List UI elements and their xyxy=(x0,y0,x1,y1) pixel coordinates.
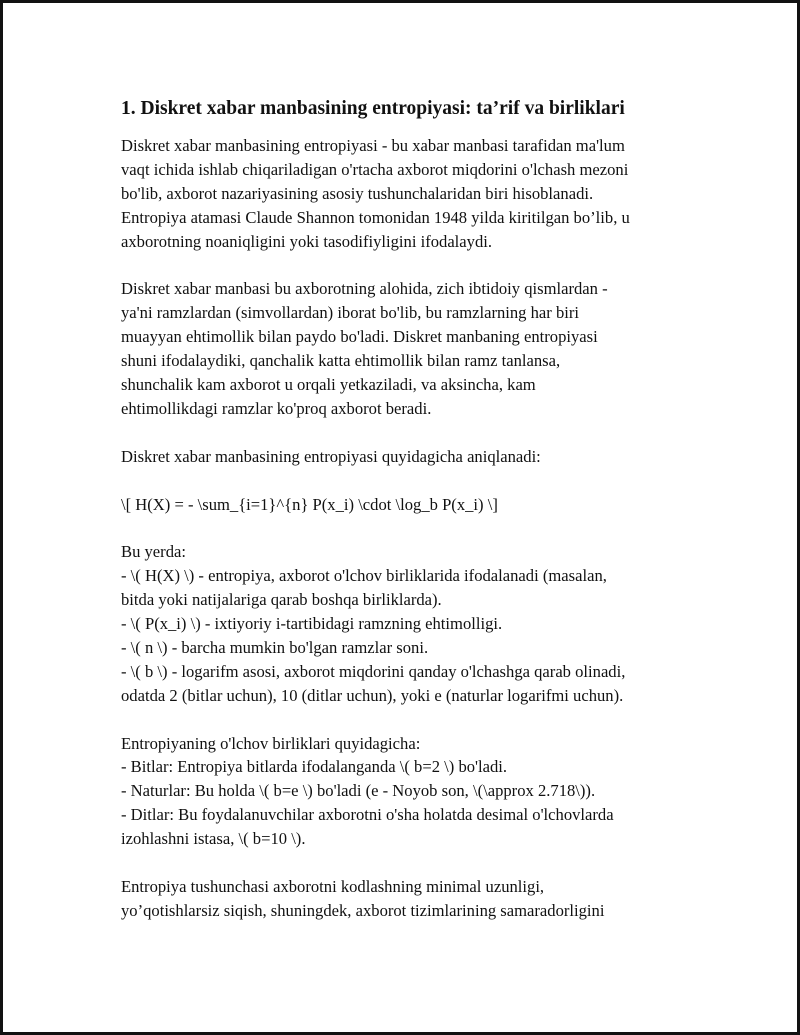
blank-line xyxy=(121,421,711,445)
list-line: - Ditlar: Bu foydalanuvchilar axborotni o'sha holatda desimal o'lchovlarda xyxy=(121,805,614,825)
list-line: - \( H(X) \) - entropiya, axborot o'lchov birliklarida ifodalanadi (masalan, xyxy=(121,566,607,586)
text-line: yo’qotishlarsiz siqish, shuningdek, axborot tizimlarining samaradorligini xyxy=(121,900,605,920)
text-line: ehtimollikdagi ramzlar ko'proq axborot beradi. xyxy=(121,398,432,418)
list-line: odatda 2 (bitlar uchun), 10 (ditlar uchun), yoki e (naturlar logarifmi uchun). xyxy=(121,685,624,705)
text-line: Bu yerda: xyxy=(121,542,186,562)
text-line: ya'ni ramzlardan (simvollardan) iborat bo'lib, bu ramzlarning har biri xyxy=(121,303,580,323)
blank-line xyxy=(121,708,711,732)
text-line: axborotning noaniqligini yoki tasodifiyligini ifodalaydi. xyxy=(121,231,493,251)
section-title: 1. Diskret xabar manbasining entropiyasi: ta’rif va birliklari xyxy=(121,98,625,119)
text-line: Entropiyaning o'lchov birliklari quyidagicha: xyxy=(121,733,421,753)
text-line: vaqt ichida ishlab chiqariladigan o'rtacha axborot miqdorini o'lchash mezoni xyxy=(121,159,629,179)
page-content xyxy=(121,96,711,923)
text-line: Diskret xabar manbasining entropiyasi quyidagicha aniqlanadi: xyxy=(121,446,541,466)
list-line: bitda yoki natijalariga qarab boshqa birliklarda). xyxy=(121,590,442,610)
text-line: Diskret xabar manbasining entropiyasi - bu xabar manbasi tarafidan ma'lum xyxy=(121,136,625,155)
blank-line xyxy=(121,851,711,875)
text-line: Entropiya atamasi Claude Shannon tomonidan 1948 yilda kiritilgan bo’lib, u xyxy=(121,207,630,227)
list-line: izohlashni istasa, \( b=10 \). xyxy=(121,829,306,849)
list-line: - \( P(x_i) \) - ixtiyoriy i-tartibidagi ramzning ehtimolligi. xyxy=(121,614,503,634)
section-body xyxy=(121,134,711,923)
list-line: - \( b \) - logarifm asosi, axborot miqdorini qanday o'lchashga qarab olinadi, xyxy=(121,661,626,681)
list-line: - Bitlar: Entropiya bitlarda ifodalanganda \( b=2 \) bo'ladi. xyxy=(121,757,508,777)
list-line: - Naturlar: Bu holda \( b=e \) bo'ladi (e - Noyob son, \(\approx 2.718\)). xyxy=(121,781,596,801)
text-line: bo'lib, axborot nazariyasining asosiy tushunchalaridan biri hisoblanadi. xyxy=(121,183,594,203)
text-line: shunchalik kam axborot u orqali yetkaziladi, va aksincha, kam xyxy=(121,375,536,395)
list-line: - \( n \) - barcha mumkin bo'lgan ramzlar soni. xyxy=(121,637,429,657)
text-line: muayyan ehtimollik bilan paydo bo'ladi. Diskret manbaning entropiyasi xyxy=(121,327,598,347)
formula-line: \[ H(X) = - \sum_{i=1}^{n} P(x_i) \cdot \log_b P(x_i) \] xyxy=(121,494,498,514)
blank-line xyxy=(121,254,711,278)
blank-line xyxy=(121,469,711,493)
text-line: Entropiya tushunchasi axborotni kodlashning minimal uzunligi, xyxy=(121,877,545,896)
text-line: shuni ifodalaydiki, qanchalik katta ehtimollik bilan ramz tanlansa, xyxy=(121,351,561,371)
blank-line xyxy=(121,516,711,540)
text-line: Diskret xabar manbasi bu axborotning alohida, zich ibtidoiy qismlardan - xyxy=(121,279,608,299)
